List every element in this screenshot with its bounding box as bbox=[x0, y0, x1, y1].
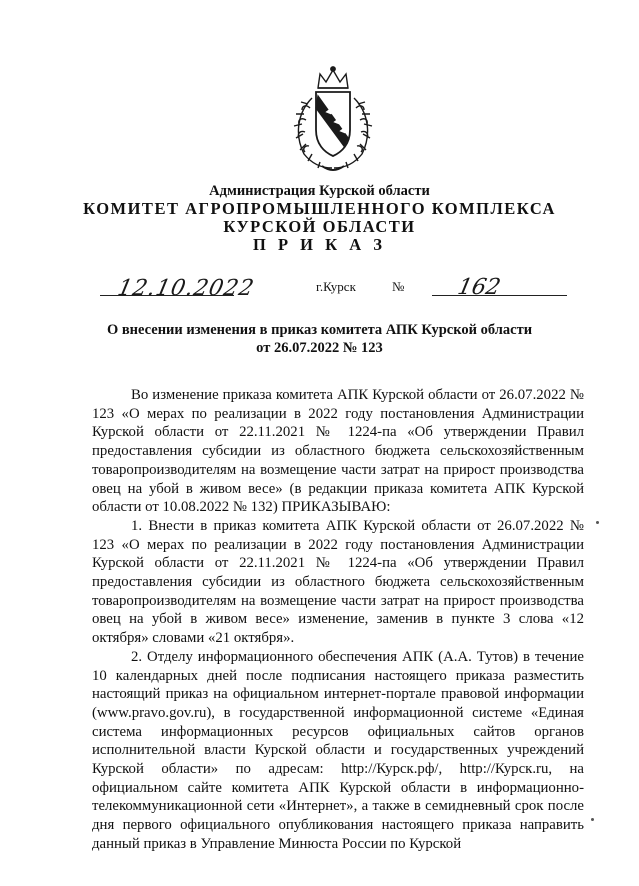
number-underline bbox=[432, 295, 567, 296]
number-sign: № bbox=[392, 279, 405, 294]
city-label: г.Курск bbox=[316, 279, 356, 294]
committee-heading-line1: КОМИТЕТ АГРОПРОМЫШЛЕННОГО КОМПЛЕКСА bbox=[83, 199, 556, 218]
handwritten-date: 12.10.2022 bbox=[115, 276, 257, 301]
scan-speck bbox=[591, 818, 594, 821]
document-type-heading: П Р И К А З bbox=[253, 235, 386, 254]
scan-speck bbox=[596, 521, 599, 524]
document-title-line2: от 26.07.2022 № 123 bbox=[256, 340, 383, 356]
preamble-paragraph: Во изменение приказа комитета АПК Курской области от 26.07.2022 № 123 «О мерах по реализации в 2022 году постановления Администрации Курской области от 22.11.2021 № 1224-па «Об утверждении Правил предоставления субсидии из областного бюджета сельскохозяйственным товаропроизводителям на возмещение части затрат на прирост производства овец на убой в живом весе» (в редакции приказа комитета АПК Курской области от 10.08.2022 № 132) ПРИКАЗЫВАЮ: bbox=[92, 387, 584, 516]
date-underline bbox=[100, 295, 234, 296]
item-1-paragraph: 1. Внести в приказ комитета АПК Курской области от 26.07.2022 № 123 «О мерах по реализации в 2022 году постановления Администрации Курской области от 22.11.2021 № 1224-па «Об утверждении Правил предоставления субсидии из областного бюджета сельскохозяйственным товаропроизводителям на возмещение части затрат на прирост производства овец на убой в живом весе» изменение, заменив в пункте 3 слова «12 октября» словами «21 октября». bbox=[92, 517, 584, 647]
committee-heading-line2: КУРСКОЙ ОБЛАСТИ bbox=[223, 217, 416, 236]
coat-of-arms-emblem bbox=[282, 64, 384, 176]
handwritten-number: 162 bbox=[455, 275, 503, 300]
item-2-paragraph: 2. Отделу информационного обеспечения АПК (А.А. Тутов) в течение 10 календарных дней после подписания настоящего приказа разместить настоящий приказ на официальном интернет-портале правовой информации (www.pravo.gov.ru), в государственной информационной системе «Единая система информационных ресурсов официальных сайтов органов исполнительной власти Курской области и государственных учреждений Курской области» по адресам: http://Курск.рф/, http://Курск.ru, на официальном сайте комитета АПК Курской области в информационно-телекоммуникационной сети «Интернет», а также в семидневный срок после дня первого официального опубликования настоящего приказа направить данный приказ в Управление Минюста России по Курской bbox=[92, 648, 584, 852]
document-title-line1: О внесении изменения в приказ комитета АПК Курской области bbox=[106, 322, 533, 338]
document-body bbox=[92, 386, 584, 854]
administration-heading: Администрация Курской области bbox=[209, 183, 430, 199]
